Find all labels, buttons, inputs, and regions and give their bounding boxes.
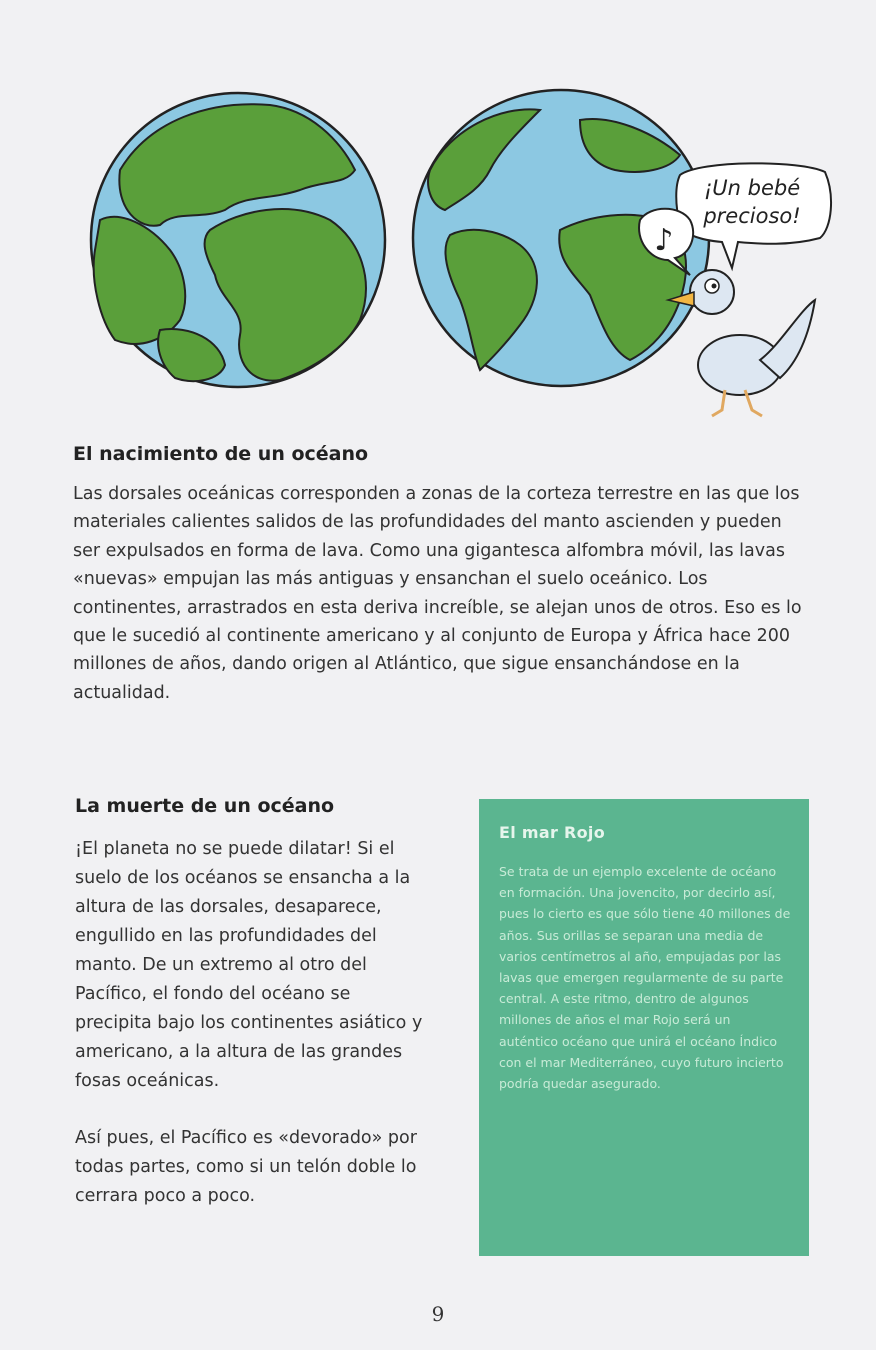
red-sea-sidebar: [479, 799, 809, 1256]
section-body-birth: Las dorsales oceánicas corresponden a zonas de la corteza terrestre en las que los materiales calientes salidos de las profundidades del manto ascienden y pueden ser expulsados en forma de lava. Como una gigantesca alfombra móvil, las lavas «nuevas» empujan las más antiguas y ensanchan el suelo oceánico. Los continentes, arrastrados en esta deriva increíble, se alejan unos de otros. Eso es lo que le sucedió al continente americano y al conjunto de Europa y África hace 200 millones de años, dando origen al Atlántico, que sigue ensanchándose en la actualidad.: [73, 484, 802, 703]
seagull-icon: [668, 270, 815, 416]
section-body-death-2: Así pues, el Pacífico es «devorado» por todas partes, como si un telón doble lo cerrara poco a poco.: [75, 1128, 417, 1206]
section-title-birth: El nacimiento de un océano: [73, 443, 369, 465]
speech-bubble-line-2: precioso!: [703, 204, 801, 228]
sidebar-title: El mar Rojo: [499, 823, 606, 842]
page-number: 9: [431, 1302, 445, 1326]
speech-bubble-line-1: ¡Un bebé: [703, 176, 801, 200]
section-title-death: La muerte de un océano: [75, 795, 335, 817]
section-body-death-1: ¡El planeta no se puede dilatar! Si el suelo de los océanos se ensancha a la altura de las dorsales, desaparece, engullido en las profundidades del manto. De un extremo al otro del Pacífico, el fondo del océano se precipita bajo los continentes asiático y americano, a la altura de las grandes fosas oceánicas.: [75, 839, 423, 1091]
illustration: [0, 60, 876, 430]
music-note-icon: ♪: [654, 223, 674, 258]
earth-pangea-globe: [91, 93, 385, 387]
sidebar-body: Se trata de un ejemplo excelente de océano en formación. Una jovencito, por decirlo así, pues lo cierto es que sólo tiene 40 millones de años. Sus orillas se separan una media de varios centímetros al año, empujadas por las lavas que emergen regularmente de su parte central. A este ritmo, dentro de algunos millones de años el mar Rojo será un auténtico océano que unirá el océano Índico con el mar Mediterráneo, cuyo futuro incierto podría quedar asegurado.: [499, 864, 791, 1092]
